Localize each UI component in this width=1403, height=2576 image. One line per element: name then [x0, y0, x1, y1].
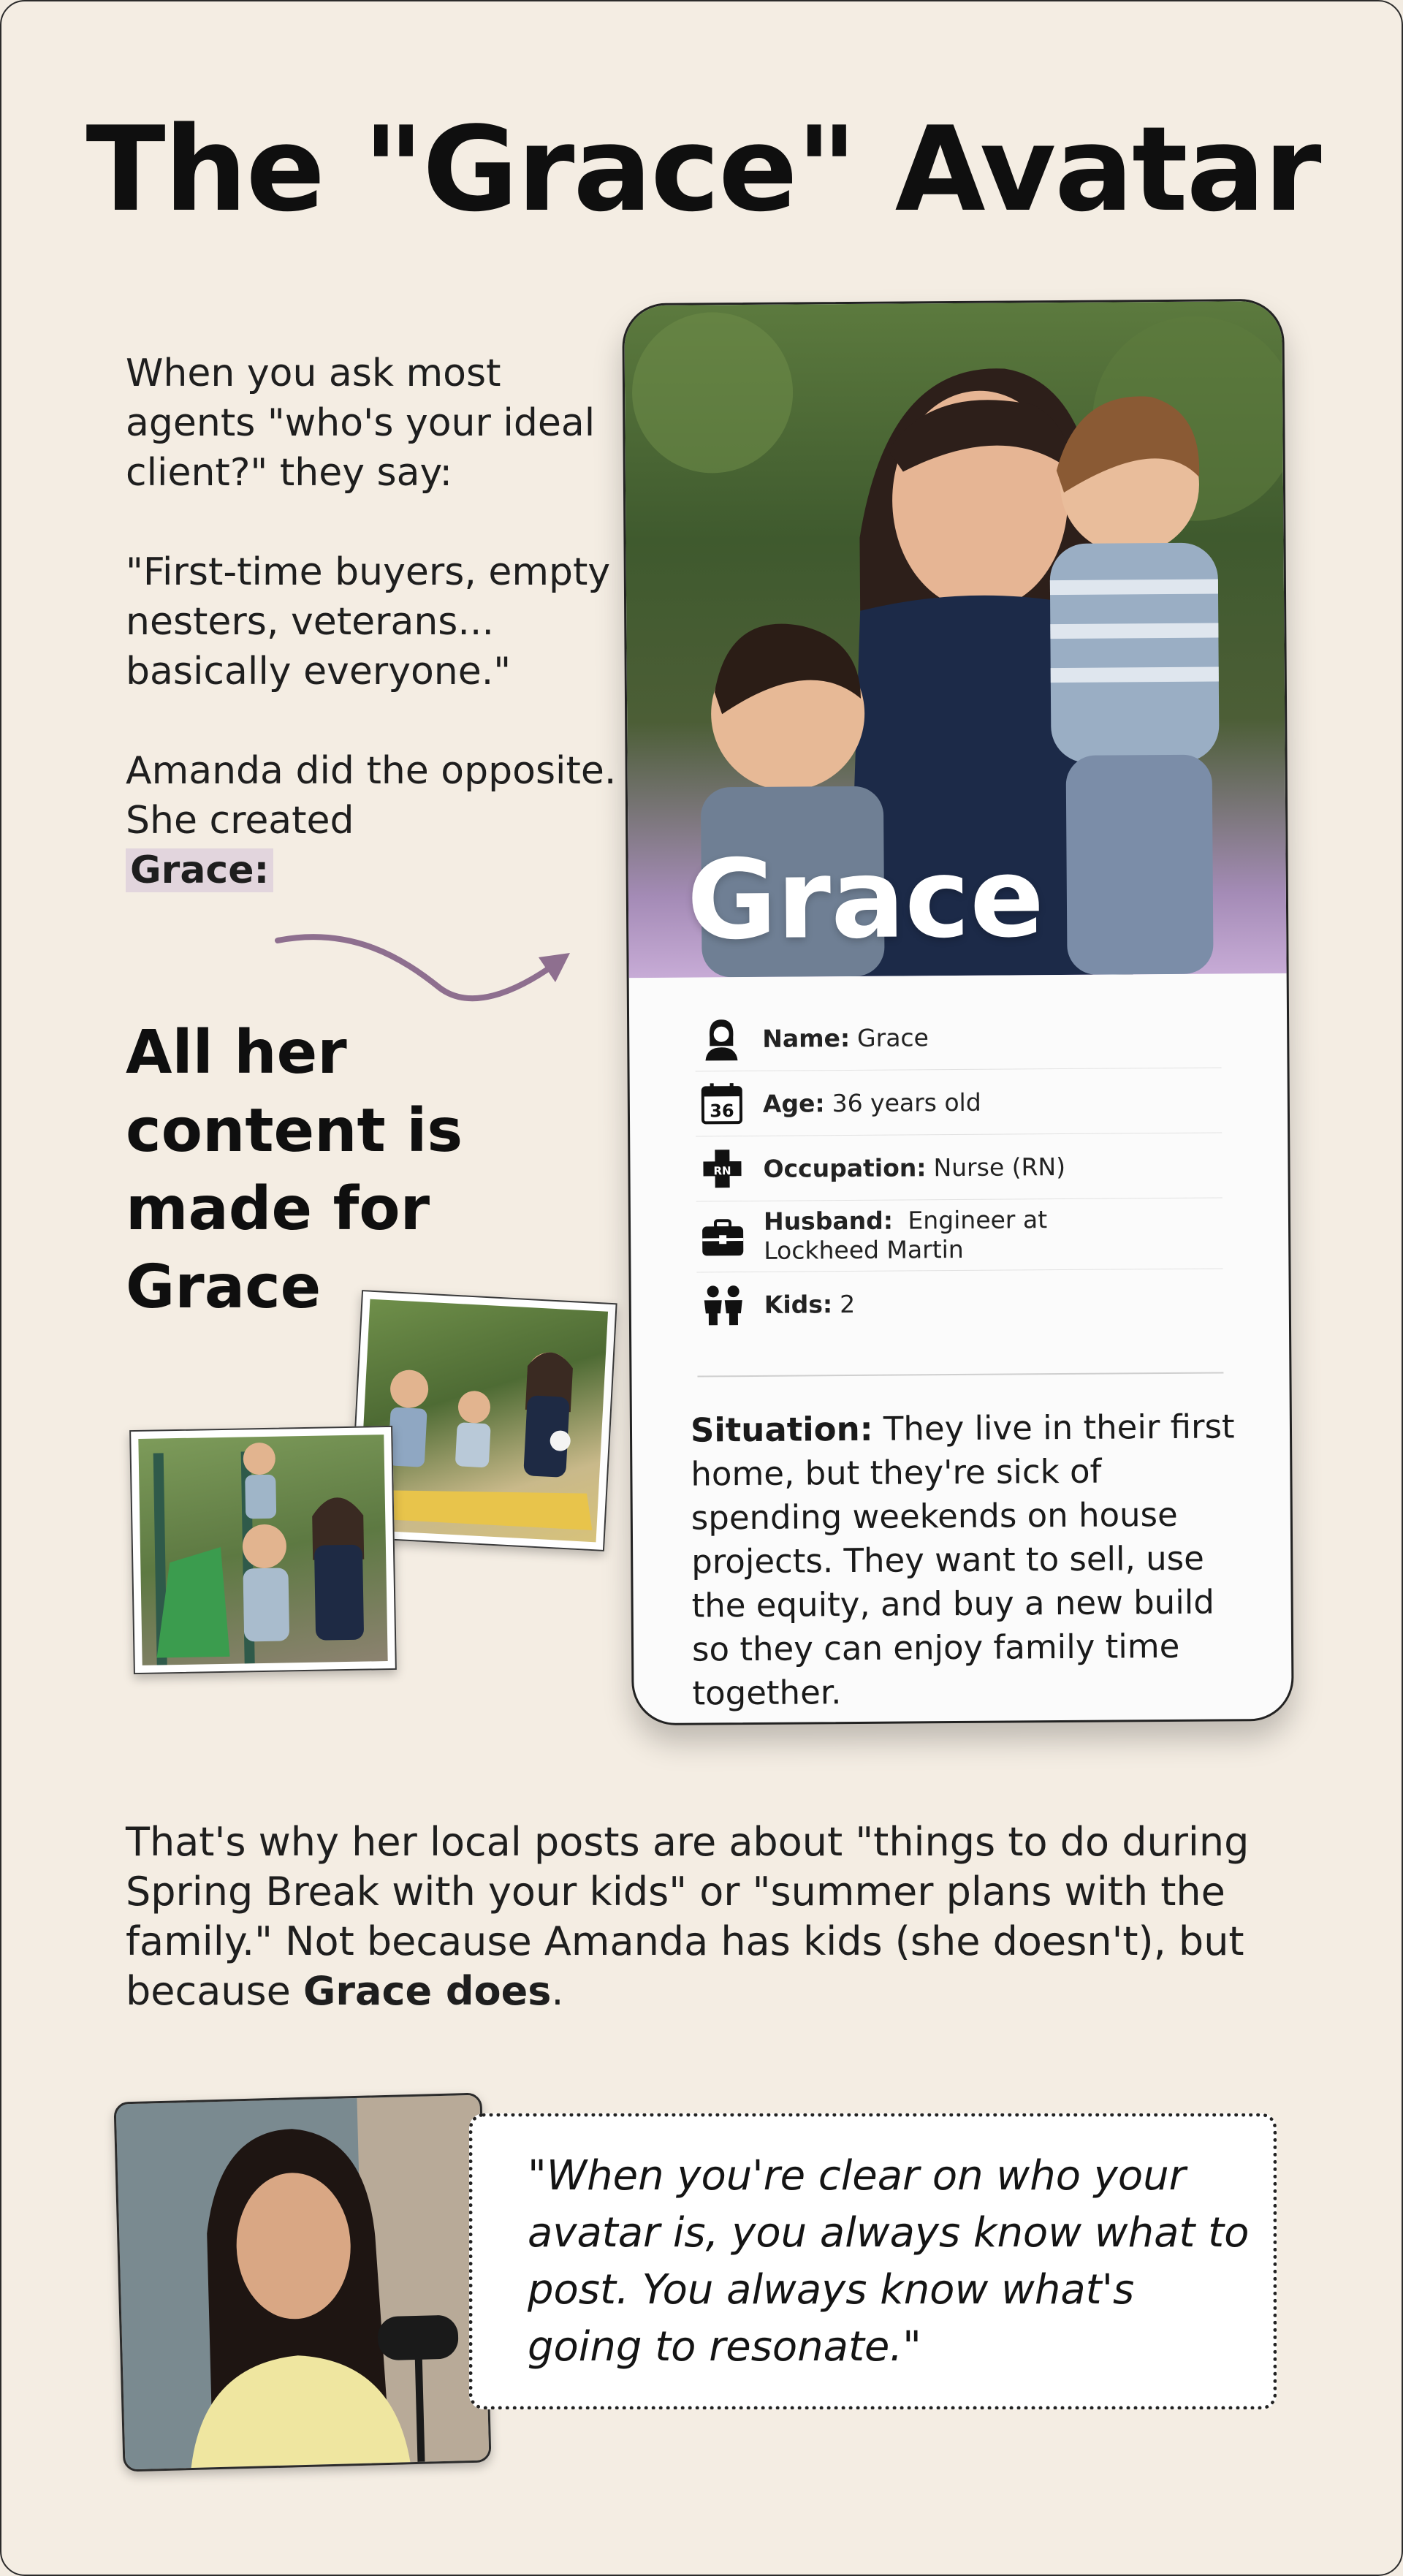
quote-box [469, 2113, 1277, 2409]
svg-text:36: 36 [710, 1101, 734, 1122]
detail-value: Nurse (RN) [933, 1152, 1066, 1182]
intro-paragraph-3 [126, 746, 623, 895]
family-photo-playground [129, 1426, 397, 1674]
card-divider [697, 1372, 1223, 1377]
situation-label: Situation: [690, 1409, 873, 1450]
detail-label: Age: [762, 1088, 825, 1118]
intro-paragraph-3-lead: Amanda did the opposite. She created [126, 749, 617, 843]
situation-text [691, 1405, 1263, 1715]
intro-text [126, 349, 623, 895]
speaker-portrait-icon [116, 2095, 490, 2470]
detail-row-kids [696, 1269, 1223, 1337]
grace-family-photo [624, 301, 1286, 978]
detail-row-occupation [696, 1133, 1223, 1201]
profile-details [695, 1003, 1223, 1337]
explanation-paragraph [126, 1817, 1295, 2016]
detail-label: Husband: [763, 1206, 894, 1236]
svg-text:RN: RN [713, 1164, 731, 1178]
explanation-end: . [551, 1968, 564, 2014]
detail-value: 36 years old [832, 1087, 981, 1117]
hero-name: Grace [686, 835, 1045, 965]
explanation-bold: Grace does [303, 1968, 552, 2014]
detail-value: 2 [840, 1289, 856, 1318]
kids-icon [697, 1278, 750, 1331]
situation-body: They live in their first home, but they're sick of spending weekends on house projects. They want to sell, use the equity, and buy a new build so they can enjoy family time together. [691, 1407, 1235, 1713]
detail-value: Engineer at Lockheed Martin [764, 1205, 1048, 1265]
speaker-photo [113, 2092, 491, 2471]
detail-row-husband [696, 1198, 1223, 1272]
detail-label: Kids: [764, 1289, 833, 1319]
grace-highlight: Grace: [126, 848, 273, 892]
headline: All her content is made for Grace [126, 1018, 463, 1322]
detail-row-age [696, 1068, 1223, 1136]
playground-scene-icon [138, 1435, 387, 1665]
detail-label: Occupation: [763, 1152, 927, 1183]
page-title: The "Grace" Avatar [85, 101, 1320, 238]
detail-row-name [695, 1003, 1222, 1071]
calendar-icon [696, 1077, 749, 1131]
curved-arrow-icon [272, 930, 579, 1017]
briefcase-icon [696, 1210, 750, 1264]
park-scene-icon [358, 1299, 608, 1543]
detail-value: Grace [856, 1022, 929, 1052]
intro-paragraph-1: When you ask most agents "who's your ideal client?" they say: [126, 352, 596, 495]
quote-text: "When you're clear on who your avatar is, you always know what to post. You always know what's going to resonate." [528, 2152, 1250, 2371]
nurse-cross-icon [696, 1142, 749, 1196]
detail-label: Name: [762, 1023, 851, 1053]
avatar-profile-card [622, 299, 1294, 1725]
intro-paragraph-2: "First-time buyers, empty nesters, veterans... basically everyone." [126, 550, 611, 694]
woman-icon [695, 1012, 748, 1065]
explanation-text: That's why her local posts are about "things to do during Spring Break with your kids" or "summer plans with the family." Not because Amanda has kids (she doesn't), but because [126, 1819, 1250, 2014]
